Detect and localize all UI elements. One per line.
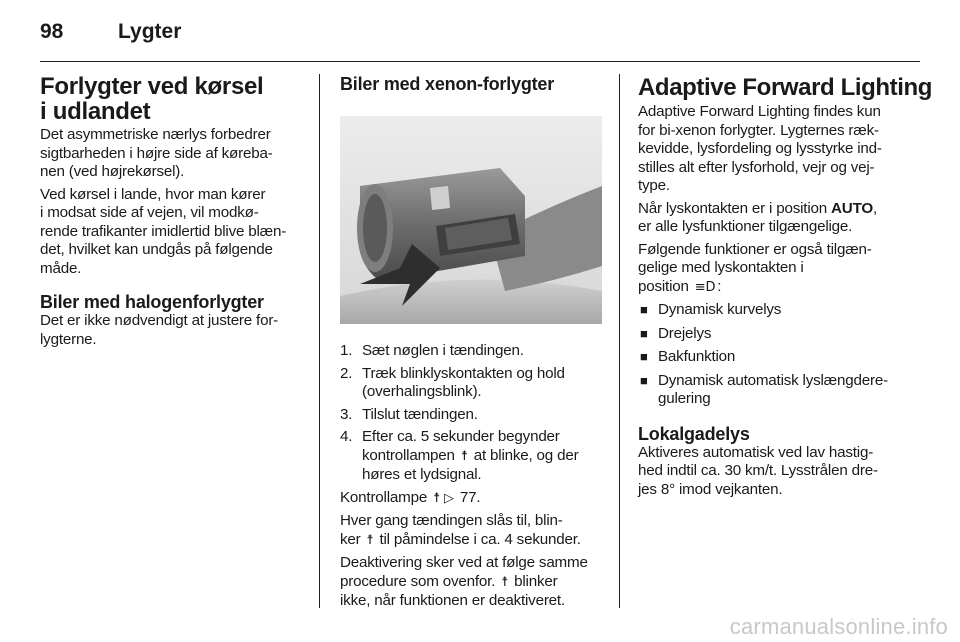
stalk-illustration <box>340 116 602 324</box>
paragraph-ref: Kontrollampe ☨ ▷ 77. <box>340 489 604 509</box>
paragraph-reminder: Hver gang tændingen slås til, blin- ker ☨ til påmindelse i ca. 4 sekunder. <box>340 512 604 550</box>
warning-lamp-icon: ☨ <box>366 532 374 548</box>
column-3 <box>638 74 932 503</box>
step-item: 3. Tilslut tændingen. <box>340 405 478 423</box>
heading-local-street: Lokalgadelys <box>638 423 750 444</box>
heading-xenon: Biler med xenon-forlygter <box>340 74 555 94</box>
page-header <box>40 14 920 50</box>
step-item: 4. Efter ca. 5 sekunder begynder kontrollampen ☨ at blinke, og der høres et lydsignal. <box>340 428 579 483</box>
paragraph-halogen: Det er ikke nødvendigt at justere for- lygterne. <box>40 312 279 348</box>
column-divider-1 <box>319 74 320 608</box>
page-number: 98 <box>40 20 64 43</box>
header-divider <box>40 61 920 62</box>
heading-foreign-driving: Forlygter ved kørsel i udlandet <box>40 73 264 125</box>
page-reference-arrow-icon: ▷ <box>444 490 454 506</box>
list-item: ■ Drejelys <box>640 324 712 342</box>
paragraph-deactivation: Deaktivering sker ved at følge samme procedure som ovenfor. ☨ blinker ikke, når funktionen er deaktiveret. <box>340 554 588 609</box>
paragraph-auto: Når lyskontakten er i position AUTO, er alle lysfunktioner tilgængelige. <box>638 199 878 235</box>
column-divider-2 <box>619 74 620 608</box>
watermark: carmanualsonline.info <box>729 614 948 639</box>
heading-afl: Adaptive Forward Lighting <box>638 74 932 101</box>
warning-lamp-icon: ☨ <box>460 448 468 464</box>
step-item: 2. Træk blinklyskontakten og hold (overhalingsblink). <box>340 364 565 400</box>
warning-lamp-icon: ☨ <box>501 574 509 590</box>
heading-halogen: Biler med halogenforlygter <box>40 292 264 312</box>
warning-lamp-icon: ☨ <box>433 490 441 506</box>
functions-list <box>638 301 914 409</box>
paragraph-afl: Adaptive Forward Lighting findes kun for bi-xenon forlygter. Lygternes ræk- kevidde, lysfordeling og lysstyrke ind- stilles alt efter lysforhold, vejr og vej- type. <box>638 103 882 194</box>
section-title: Lygter <box>118 20 182 43</box>
step-item: 1. Sæt nøglen i tændingen. <box>340 342 524 359</box>
list-item: ■ Dynamisk kurvelys <box>640 301 782 318</box>
column-2 <box>340 74 604 615</box>
low-beam-headlight-icon: ≡D <box>694 279 716 295</box>
steps-list <box>340 342 604 485</box>
list-item: ■ Bakfunktion <box>640 348 736 365</box>
turn-signal-stalk-image <box>340 116 602 324</box>
paragraph-asymmetric: Det asymmetriske nærlys forbedrer sigtbarheden i højre side af køreba- nen (ved højrekørsel). <box>40 126 273 180</box>
list-item: ■ Dynamisk automatisk lyslængdere- gulering <box>640 371 888 407</box>
paragraph-local-street: Aktiveres automatisk ved lav hastig- hed indtil ca. 30 km/t. Lysstrålen dre- jes 8° imod vejkanten. <box>638 443 878 498</box>
paragraph-functions: Følgende funktioner er også tilgæn- gelige med lyskontakten i position ≡D : <box>638 241 914 298</box>
column-1 <box>40 74 306 353</box>
paragraph-opposite-side: Ved kørsel i lande, hvor man kører i modsat side af vejen, vil modkø- rende trafikanter imidlertid blive blæn- det, hvilket kan undgås på følgende måde. <box>40 185 287 277</box>
